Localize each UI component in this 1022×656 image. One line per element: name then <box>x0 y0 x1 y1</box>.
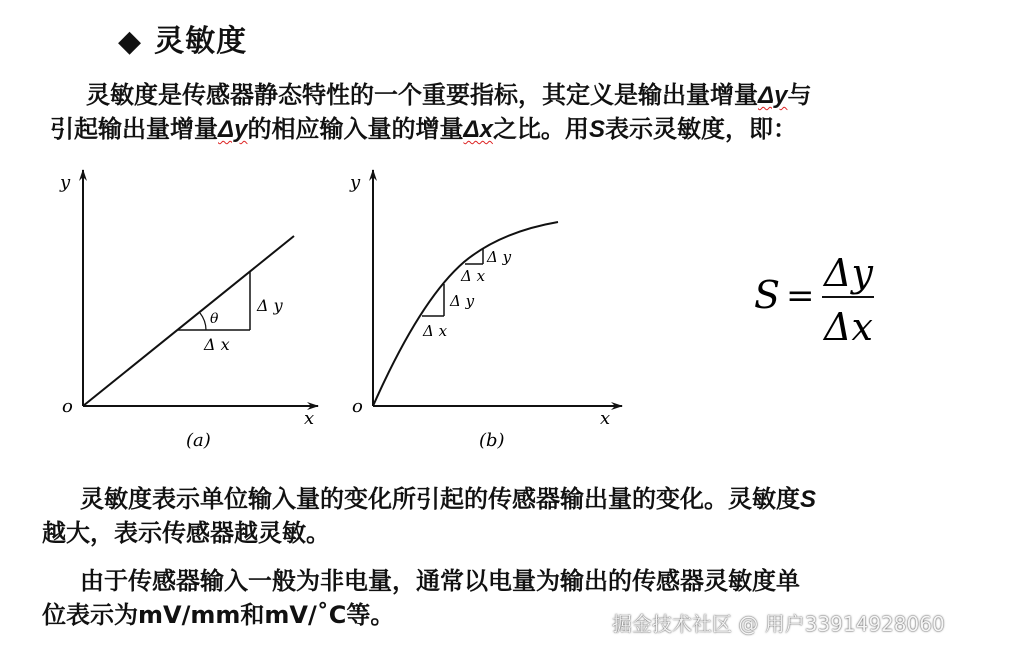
formula-equals: = <box>786 276 815 316</box>
figure-a-linear-line <box>83 236 294 406</box>
para2-line-1 <box>80 482 816 517</box>
figure-a-y-label: y <box>60 172 71 193</box>
para2-line-2: 越大，表示传感器越灵敏。 <box>42 519 330 547</box>
watermark: 掘金技术社区 @ 用户33914928060 <box>612 612 945 636</box>
intro-text: 之比。用 <box>492 115 589 143</box>
intro-text: 的相应输入量的增量 <box>247 115 464 143</box>
intro-text: 引起输出量增量 <box>50 115 218 143</box>
figure-a-origin: o <box>62 396 73 417</box>
figure-b-origin: o <box>352 396 363 417</box>
figure-a-angle-arc <box>200 313 206 330</box>
figure-a-theta: θ <box>210 311 219 327</box>
figure-b-lower-dy-label: Δ y <box>450 292 475 310</box>
figure-a-dx-label: Δ x <box>204 335 230 354</box>
sensitivity-formula <box>754 251 874 349</box>
formula-numerator: Δy <box>824 251 873 295</box>
figure-b-upper-dy-label: Δ y <box>487 248 512 266</box>
section-title: 灵敏度 <box>154 24 248 59</box>
para2-text: 灵敏度表示单位输入量的变化所引起的传感器输出量的变化。灵敏度 <box>80 485 800 513</box>
s-term: S <box>588 116 605 143</box>
figure-a-x-label: x <box>304 408 315 429</box>
formula-denominator: Δx <box>824 305 873 349</box>
delta-x-term: Δx <box>463 116 493 143</box>
figure-a-caption: (a) <box>186 430 211 451</box>
figure-b <box>349 170 622 451</box>
para3-line-1: 由于传感器输入一般为非电量，通常以电量为输出的传感器灵敏度单 <box>80 567 800 595</box>
intro-text: 表示灵敏度，即： <box>604 115 797 143</box>
para3-line-2: 位表示为mV/mm和mV/˚C等。 <box>42 601 395 629</box>
figure-b-lower-dx-label: Δ x <box>423 322 448 340</box>
figure-b-x-label: x <box>600 408 611 429</box>
figure-b-upper-dx-label: Δ x <box>461 267 486 285</box>
figure-b-y-label: y <box>350 172 361 193</box>
figure-b-caption: (b) <box>479 430 505 451</box>
figure-a <box>59 170 318 451</box>
figure-b-curve <box>373 222 558 406</box>
figure-a-dy-label: Δ y <box>257 296 283 315</box>
intro-text: 灵敏度是传感器静态特性的一个重要指标，其定义是输出量增量 <box>86 81 758 109</box>
formula-lhs: S <box>754 273 781 317</box>
s-term: S <box>800 486 817 513</box>
diamond-bullet-icon: ◆ <box>118 24 143 59</box>
delta-y-term: Δy <box>218 116 248 143</box>
delta-y-term: Δy <box>758 82 788 109</box>
intro-text: 与 <box>787 81 812 109</box>
